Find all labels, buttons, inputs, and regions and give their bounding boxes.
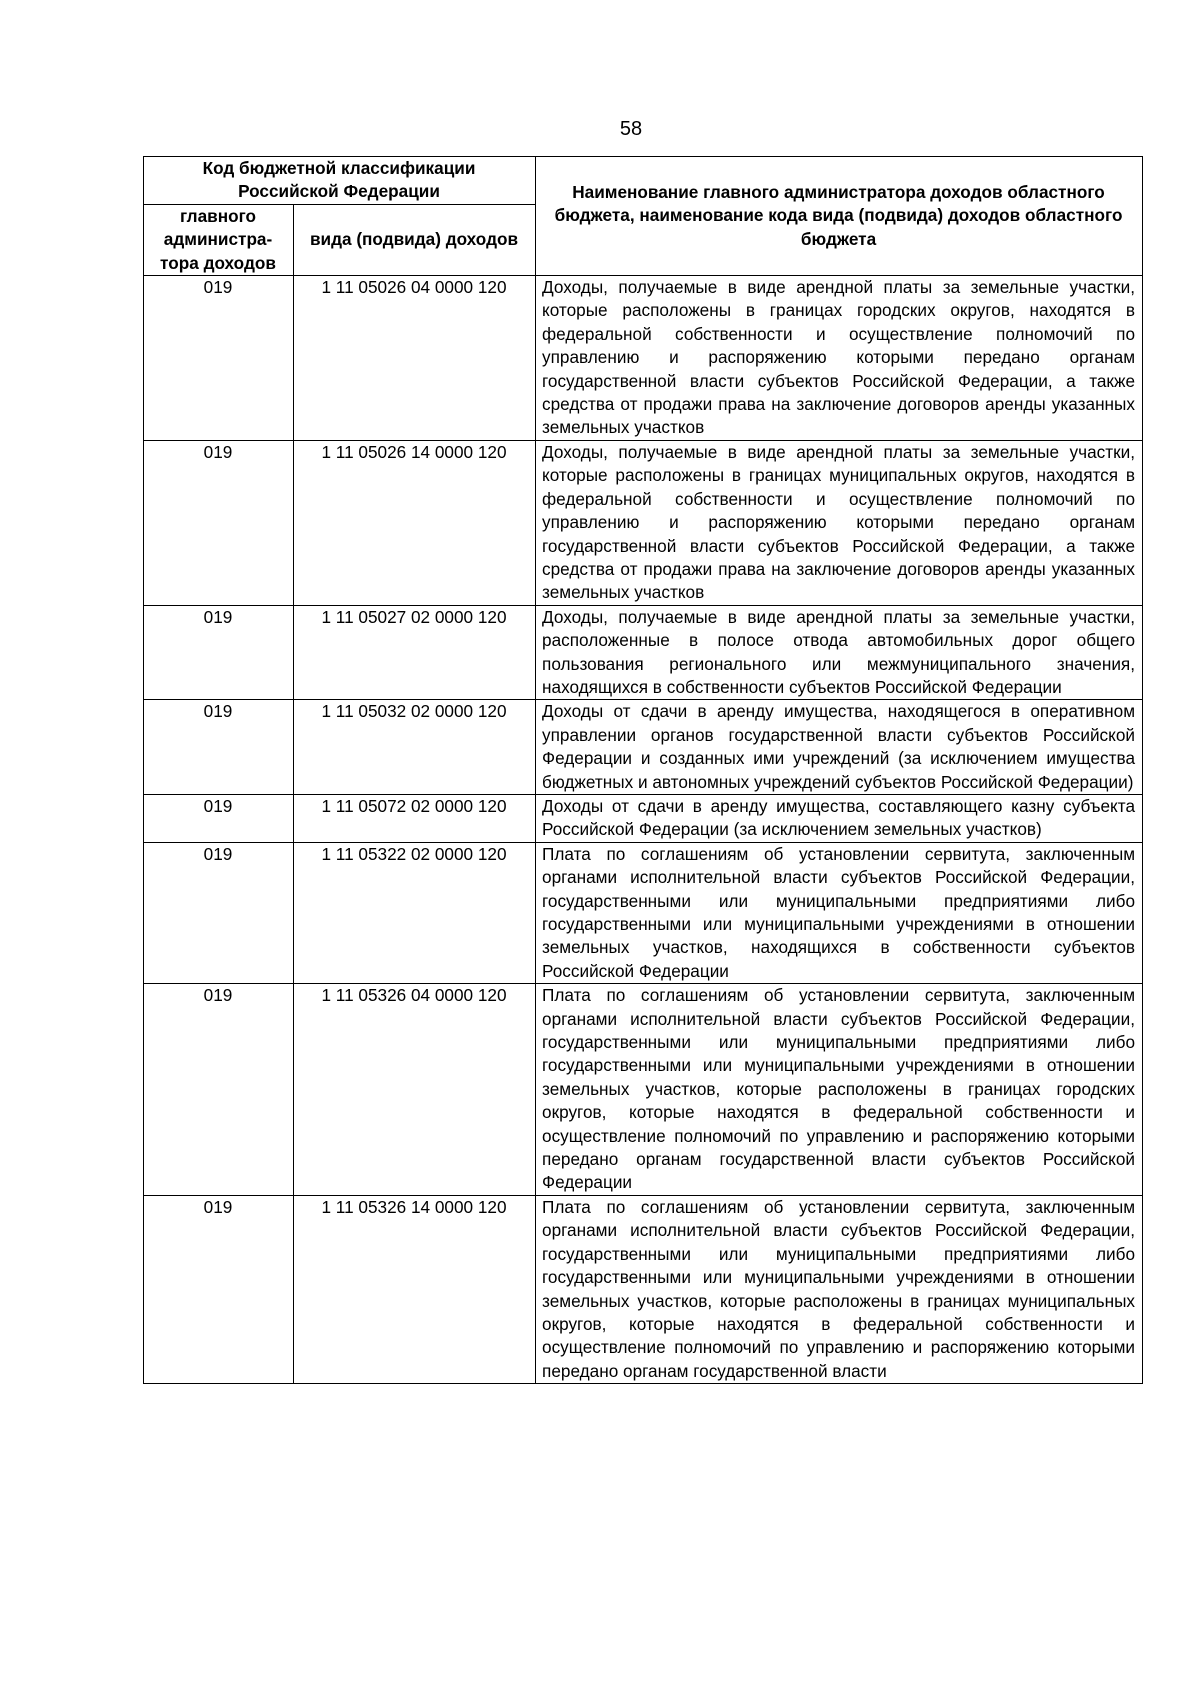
admin-code-cell: 019 xyxy=(144,440,294,605)
table-row xyxy=(144,276,1143,441)
page-number: 58 xyxy=(619,118,643,140)
header-type-column: вида (подвида) доходов xyxy=(294,204,536,275)
income-code-cell: 1 11 05322 02 0000 120 xyxy=(294,842,536,983)
income-code-cell: 1 11 05326 04 0000 120 xyxy=(294,984,536,1196)
header-group-title: Код бюджетной классификации Российской Федерации xyxy=(144,157,536,205)
income-name-cell: Доходы от сдачи в аренду имущества, находящегося в оперативном управлении органов государственной власти субъектов Российской Федерации и созданных ими учреждений (за исключением имущества бюджетных и автономных учреждений субъектов Российской Федерации) xyxy=(536,700,1143,795)
admin-code-cell: 019 xyxy=(144,794,294,842)
income-code-cell: 1 11 05072 02 0000 120 xyxy=(294,794,536,842)
income-code-cell: 1 11 05026 04 0000 120 xyxy=(294,276,536,441)
table-row xyxy=(144,440,1143,605)
income-name-cell: Доходы, получаемые в виде арендной платы за земельные участки, которые расположены в границах муниципальных округов, находятся в федеральной собственности и осуществление полномочий по управлению и распоряжению которыми передано органам государственной власти субъектов Российской Федерации, а также средства от продажи права на заключение договоров аренды указанных земельных участков xyxy=(536,440,1143,605)
table-row xyxy=(144,794,1143,842)
income-name-cell: Доходы, получаемые в виде арендной платы за земельные участки, которые расположены в границах городских округов, находятся в федеральной собственности и осуществление полномочий по управлению и распоряжению которыми передано органам государственной власти субъектов Российской Федерации, а также средства от продажи права на заключение договоров аренды указанных земельных участков xyxy=(536,276,1143,441)
table-body xyxy=(144,276,1143,1384)
income-code-cell: 1 11 05032 02 0000 120 xyxy=(294,700,536,795)
table-row xyxy=(144,1195,1143,1383)
income-code-cell: 1 11 05026 14 0000 120 xyxy=(294,440,536,605)
budget-classification-table xyxy=(143,156,1143,1384)
income-name-cell: Плата по соглашениям об установлении сервитута, заключенным органами исполнительной власти субъектов Российской Федерации, государственными или муниципальными предприятиями либо государственными или муниципальными учреждениями в отношении земельных участков, находящихся в собственности субъектов Российской Федерации xyxy=(536,842,1143,983)
income-name-cell: Доходы, получаемые в виде арендной платы за земельные участки, расположенные в полосе отвода автомобильных дорог общего пользования регионального или межмуниципального значения, находящихся в собственности субъектов Российской Федерации xyxy=(536,605,1143,700)
admin-code-cell: 019 xyxy=(144,984,294,1196)
income-code-cell: 1 11 05326 14 0000 120 xyxy=(294,1195,536,1383)
income-code-cell: 1 11 05027 02 0000 120 xyxy=(294,605,536,700)
table-row xyxy=(144,605,1143,700)
table-row xyxy=(144,700,1143,795)
admin-code-cell: 019 xyxy=(144,276,294,441)
income-name-cell: Плата по соглашениям об установлении сервитута, заключенным органами исполнительной власти субъектов Российской Федерации, государственными или муниципальными предприятиями либо государственными или муниципальными учреждениями в отношении земельных участков, которые расположены в границах муниципальных округов, которые находятся в федеральной собственности и осуществление полномочий по управлению и распоряжению которыми передано органам государственной власти xyxy=(536,1195,1143,1383)
admin-code-cell: 019 xyxy=(144,605,294,700)
table-row xyxy=(144,984,1143,1196)
table-header xyxy=(144,157,1143,276)
admin-code-cell: 019 xyxy=(144,700,294,795)
income-name-cell: Плата по соглашениям об установлении сервитута, заключенным органами исполнительной власти субъектов Российской Федерации, государственными или муниципальными предприятиями либо государственными или муниципальными учреждениями в отношении земельных участков, которые расположены в границах городских округов, которые находятся в федеральной собственности и осуществление полномочий по управлению и распоряжению которыми передано органам государственной власти субъектов Российской Федерации xyxy=(536,984,1143,1196)
admin-code-cell: 019 xyxy=(144,1195,294,1383)
header-admin-column: главного администра-тора доходов xyxy=(144,204,294,275)
income-name-cell: Доходы от сдачи в аренду имущества, составляющего казну субъекта Российской Федерации (за исключением земельных участков) xyxy=(536,794,1143,842)
admin-code-cell: 019 xyxy=(144,842,294,983)
header-name-column: Наименование главного администратора доходов областного бюджета, наименование кода вида (подвида) доходов областного бюджета xyxy=(536,157,1143,276)
table-row xyxy=(144,842,1143,983)
